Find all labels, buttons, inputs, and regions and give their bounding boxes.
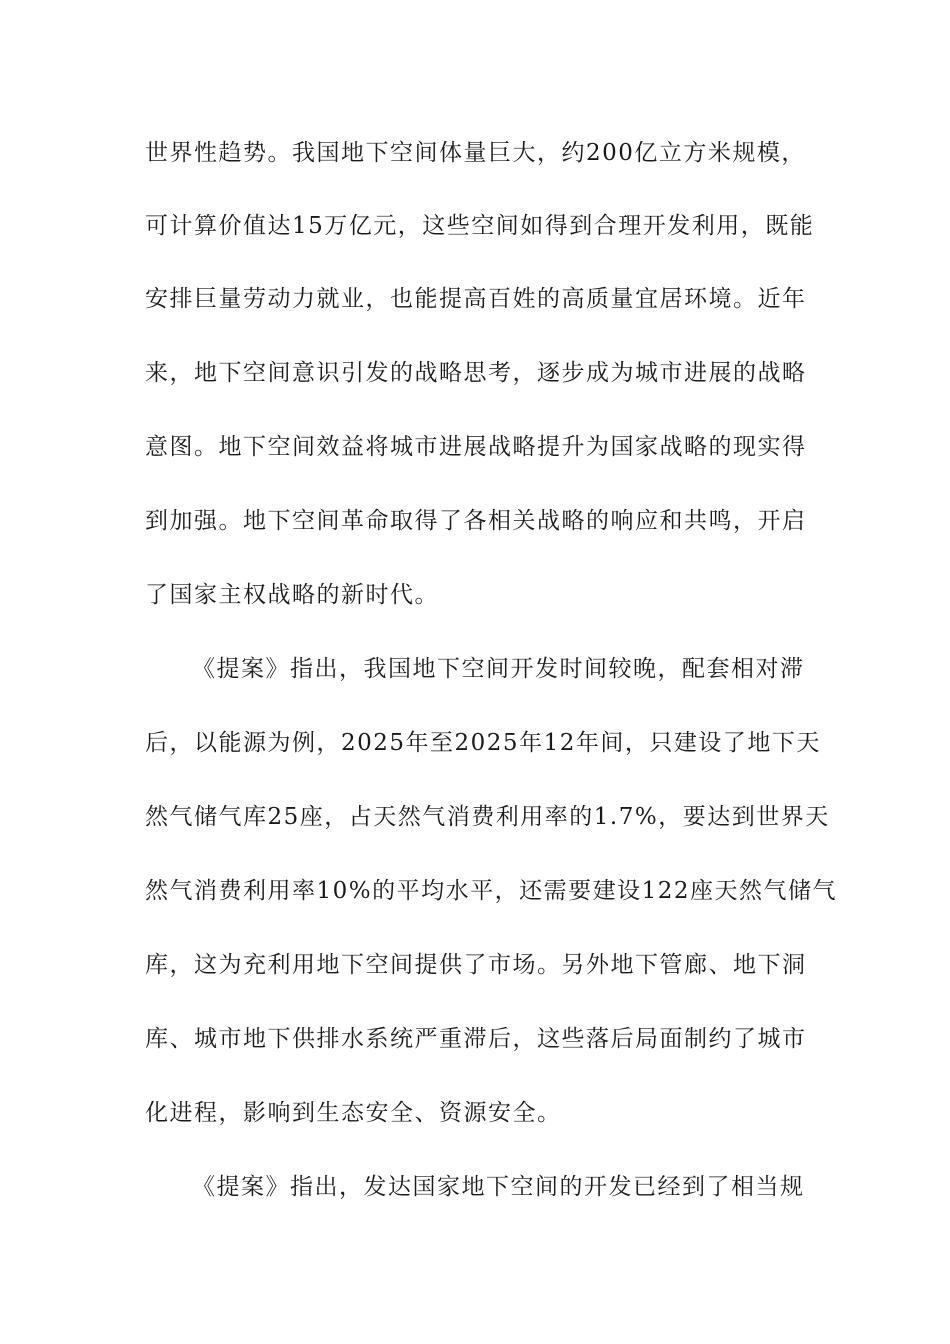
paragraph-start-line: 《提案》指出，我国地下空间开发时间较晚，配套相对滞: [192, 656, 805, 682]
text-line: 可计算价值达15万亿元，这些空间如得到合理开发利用，既能: [145, 213, 815, 239]
paragraph-start-line: 《提案》指出，发达国家地下空间的开发已经到了相当规: [192, 1174, 805, 1200]
text-line: 然气储气库25座，占天然气消费利用率的1.7%，要达到世界天: [145, 804, 830, 830]
text-line: 到加强。地下空间革命取得了各相关战略的响应和共鸣，开启: [145, 508, 807, 534]
text-line: 世界性趋势。我国地下空间体量巨大，约200亿立方米规模，: [145, 140, 806, 166]
text-line: 安排巨量劳动力就业，也能提高百姓的高质量宜居环境。近年: [145, 286, 807, 312]
text-line: 然气消费利用率10%的平均水平，还需要建设122座天然气储气: [145, 878, 838, 904]
text-line: 了国家主权战略的新时代。: [145, 582, 439, 608]
text-line: 化进程，影响到生态安全、资源安全。: [145, 1100, 562, 1126]
text-line: 库，这为充利用地下空间提供了市场。另外地下管廊、地下洞: [145, 952, 807, 978]
text-line: 来，地下空间意识引发的战略思考，逐步成为城市进展的战略: [145, 360, 807, 386]
text-line: 意图。地下空间效益将城市进展战略提升为国家战略的现实得: [145, 434, 807, 460]
text-line: 库、城市地下供排水系统严重滞后，这些落后局面制约了城市: [145, 1026, 807, 1052]
text-line: 后，以能源为例，2025年至2025年12年间，只建设了地下天: [145, 730, 821, 756]
